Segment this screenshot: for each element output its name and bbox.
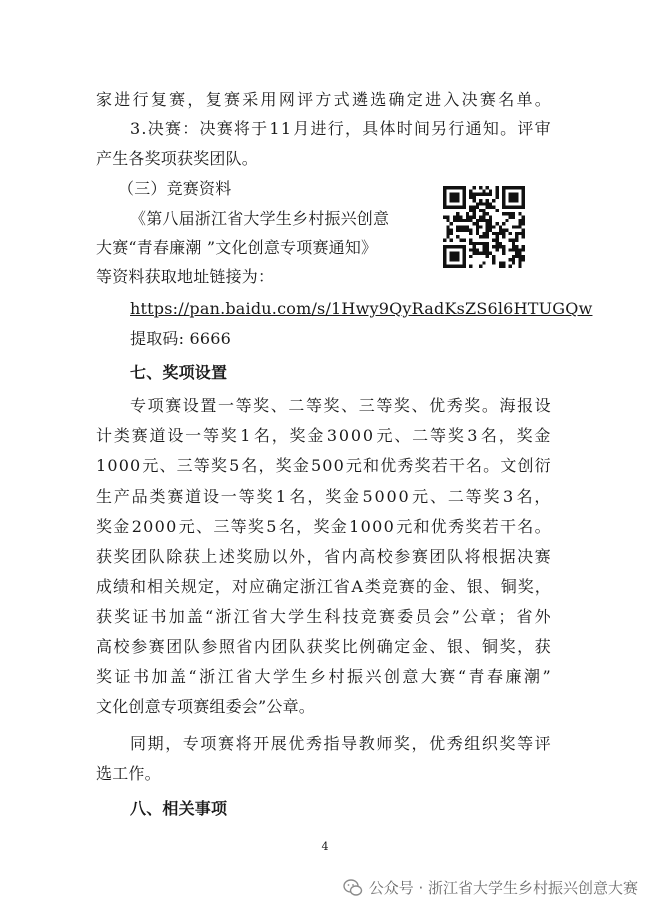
body-line: 专 项 赛 设 置 一 等 奖 、 二 等 奖 、 三 等 奖 、 优 秀 奖 。 海 报 设 xyxy=(130,396,551,415)
section-subtitle: （三）竞赛资料 xyxy=(118,179,232,198)
body-line: 家 进 行 复 赛 ， 复 赛 采 用 网 评 方 式 遴 选 确 定 进 入 决 赛 名 单 。 xyxy=(96,90,551,109)
section-heading-matters: 八、相关事项 xyxy=(130,799,228,818)
body-line: 3 . 决 赛 ： 决 赛 将 于 1 1 月 进 行 ， 具 体 时 间 另 行 通 知 。 评 审 xyxy=(130,119,551,138)
body-line: 获 奖 证 书 加 盖 “ 浙 江 省 大 学 生 科 技 竞 赛 委 员 会 ” 公 章 ； 省 外 xyxy=(96,607,551,626)
body-line: 文化创意专项赛组委会”公章。 xyxy=(96,697,315,716)
body-line: 计 类 赛 道 设 一 等 奖 1 名 ， 奖 金 3 0 0 0 元 、 二 等 奖 3 名 ， 奖 金 xyxy=(96,426,551,445)
body-line: 1 0 0 0 元 、 三 等 奖 5 名 ， 奖 金 5 0 0 元 和 优 秀 奖 若 干 名 。 文 创 衍 xyxy=(96,456,551,475)
wechat-icon xyxy=(343,878,363,898)
body-line: 等资料获取地址链接为： xyxy=(96,267,275,286)
body-line: 选工作。 xyxy=(96,764,161,783)
watermark-text: 公众号 · 浙江省大学生乡村振兴创意大赛 xyxy=(368,879,638,897)
qr-code-icon xyxy=(443,186,525,268)
body-line: 成 绩 和 相 关 规 定 ， 对 应 确 定 浙 江 省 A 类 竞 赛 的 金 、 银 、 铜 奖 ， xyxy=(96,577,551,596)
body-line: 生 产 品 类 赛 道 设 一 等 奖 1 名 ， 奖 金 5 0 0 0 元 、 二 等 奖 3 名 ， xyxy=(96,487,551,506)
watermark xyxy=(343,877,638,898)
section-heading-awards: 七、奖项设置 xyxy=(130,363,228,382)
extraction-code: 提取码: 6666 xyxy=(130,329,231,348)
download-link[interactable]: https://pan.baidu.com/s/1Hwy9QyRadKsZS6l6HTUGQw xyxy=(130,299,593,318)
body-line: 高 校 参 赛 团 队 参 照 省 内 团 队 获 奖 比 例 确 定 金 、 银 、 铜 奖 ， 获 xyxy=(96,637,551,656)
body-line: 获 奖 团 队 除 获 上 述 奖 励 以 外 ， 省 内 高 校 参 赛 团 队 将 根 据 决 赛 xyxy=(96,547,551,566)
body-line: 产生各奖项获奖团队。 xyxy=(96,149,259,168)
body-line: 奖 金 2 0 0 0 元 、 三 等 奖 5 名 ， 奖 金 1 0 0 0 元 和 优 秀 奖 若 干 名 。 xyxy=(96,517,551,536)
body-line: 大赛“青春廉潮 ”文化创意专项赛通知》 xyxy=(96,238,378,257)
body-line: 奖 证 书 加 盖 “ 浙 江 省 大 学 生 乡 村 振 兴 创 意 大 赛 “ 青 春 廉 潮 ” xyxy=(96,667,551,686)
page-number: 4 xyxy=(321,840,329,853)
body-line: 同 期 ， 专 项 赛 将 开 展 优 秀 指 导 教 师 奖 ， 优 秀 组 织 奖 等 评 xyxy=(130,734,551,753)
body-line: 《第八届浙江省大学生乡村振兴创意 xyxy=(130,209,390,228)
